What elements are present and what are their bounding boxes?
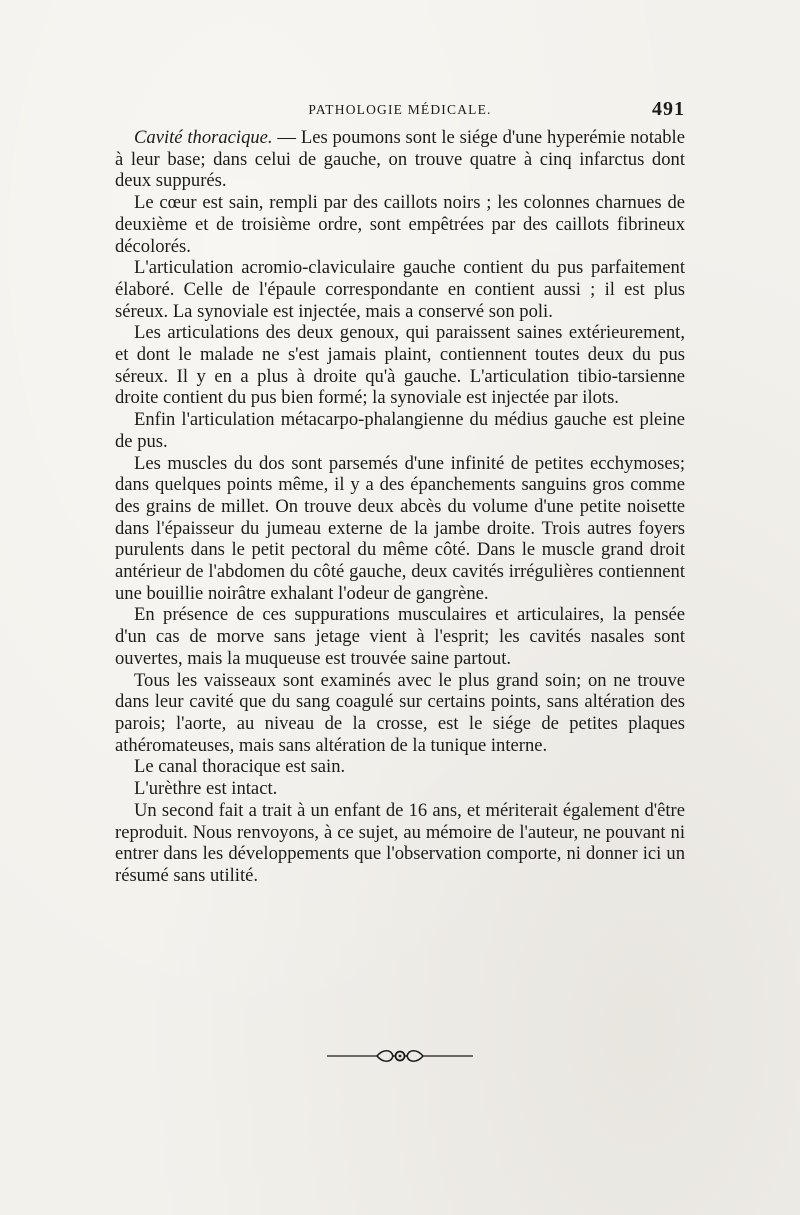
tailpiece-ornament — [0, 1046, 800, 1066]
paragraph-lead: Cavité thoracique. — [134, 127, 273, 148]
paragraph-text: L'urèthre est intact. — [134, 778, 278, 800]
paragraph-text: Tous les vaisseaux sont examinés avec le plus grand soin; on ne trouve dans leur cavité que du sang coagulé sur certains points, sans altération des parois; l'aorte, au niveau de la crosse, est le siége de petites plaques athéromateuses, mais sans altération de la tunique interne. — [115, 669, 685, 756]
paragraph — [115, 322, 685, 409]
paragraph — [115, 257, 685, 322]
paragraph — [115, 127, 685, 192]
page-number: 491 — [652, 98, 685, 120]
paragraph — [115, 800, 685, 887]
paragraph-text: Le cœur est sain, rempli par des caillots noirs ; les colonnes charnues de deuxième et de troisième ordre, sont empêtrées par des caillots fibrineux décolorés. — [115, 192, 685, 257]
paragraph-text: — Les poumons sont le siége d'une hyperémie notable à leur base; dans celui de gauche, on trouve quatre à cinq infarctus dont deux suppurés. — [115, 127, 685, 192]
body-text — [115, 127, 685, 887]
paragraph-text: Les articulations des deux genoux, qui paraissent saines extérieurement, et dont le malade ne s'est jamais plaint, contiennent toutes deux du pus séreux. Il y en a plus à droite qu'à gauche. L'articulation tibio-tarsienne droite contient du pus bien formé; la synoviale est injectée par ilots. — [115, 322, 685, 409]
paragraph — [115, 604, 685, 669]
running-head: PATHOLOGIE MÉDICALE. — [308, 102, 492, 117]
paragraph — [115, 778, 685, 800]
paragraph — [115, 192, 685, 257]
paragraph-text: L'articulation acromio-claviculaire gauche contient du pus parfaitement élaboré. Celle de l'épaule correspondante en contient aussi ; il est plus séreux. La synoviale est injectée, mais a conservé son poli. — [115, 257, 685, 322]
paragraph-text: Les muscles du dos sont parsemés d'une infinité de petites ecchymoses; dans quelques points même, il y a des épanchements sanguins gros comme des grains de millet. On trouve deux abcès du volume d'une petite noisette dans l'épaisseur du jumeau externe de la jambe droite. Trois autres foyers purulents dans le petit pectoral du même côté. Dans le muscle grand droit antérieur de l'abdomen du côté gauche, deux cavités irrégulières contiennent une bouillie noirâtre exhalant l'odeur de gangrène. — [115, 452, 685, 604]
paragraph — [115, 670, 685, 757]
page-header — [115, 98, 685, 122]
paragraph-text: Enfin l'articulation métacarpo-phalangienne du médius gauche est pleine de pus. — [115, 409, 685, 452]
paragraph-text: Un second fait a trait à un enfant de 16 ans, et mériterait également d'être reproduit. Nous renvoyons, à ce sujet, au mémoire de l'auteur, ne pouvant ni entrer dans les développements que l'observation comporte, ni donner ici un résumé sans utilité. — [115, 799, 685, 886]
paragraph-text: Le canal thoracique est sain. — [134, 756, 346, 778]
paragraph — [115, 756, 685, 778]
tailpiece-ornament-icon — [325, 1046, 475, 1066]
paragraph-text: En présence de ces suppurations musculaires et articulaires, la pensée d'un cas de morve sans jetage vient à l'esprit; les cavités nasales sont ouvertes, mais la muqueuse est trouvée saine partout. — [115, 604, 685, 669]
paragraph — [115, 453, 685, 605]
paragraph — [115, 409, 685, 452]
